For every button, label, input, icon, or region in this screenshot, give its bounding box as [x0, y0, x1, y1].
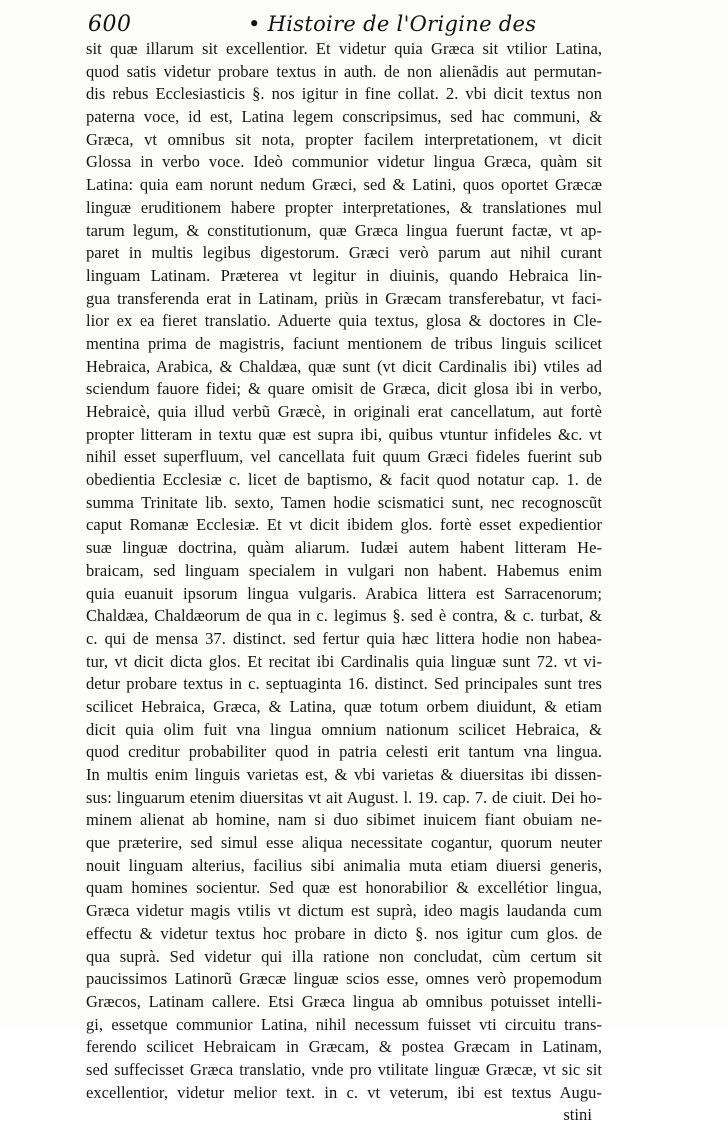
text-line: Græca, vt omnibus sit nota, propter facilem interpretationem, vt dicit: [86, 129, 602, 149]
text-line: mentina prima de magistris, faciunt mentionem de tribus linguis scilicet: [86, 333, 602, 353]
text-line: In multis enim linguis varietas est, & vbi varietas & diuersitas ibi dissen-: [86, 765, 602, 784]
text-line: detur probare textus in c. septuaginta 16. distinct. Sed principales sunt tres: [86, 674, 602, 694]
text-line: Chaldæa, Chaldæorum de qua in c. legimus §. sed è contra, & c. turbat, &: [86, 606, 602, 626]
text-line: Hebraicè, quia illud verbũ Græcè, in originali erat cancellatum, aut fortè: [86, 402, 602, 421]
text-line: braicam, sed linguam specialem in vulgari non habent. Habemus enim: [86, 560, 602, 580]
text-line: dis rebus Ecclesiasticis §. nos igitur in fine collat. 2. vbi dicit textus non: [86, 84, 602, 104]
text-line: dicit quia olim fuit vna lingua omnium nationum scilicet Hebraica, &: [86, 719, 602, 739]
text-line: quod creditur probabiliter quod in patria celesti erit tantum vna lingua.: [86, 742, 602, 762]
text-line: scilicet Hebraica, Græca, & Latina, quæ totum orbem diuidunt, & etiam: [86, 696, 602, 716]
text-line: sit quæ illarum sit excellentior. Et videtur quia Græca sit vtilior Latina,: [86, 39, 602, 58]
text-line: quod satis videtur probare textus in auth. de non alienãdis aut permutan-: [86, 61, 602, 81]
text-line: quia euanuit ipsorum lingua vulgaris. Arabica littera est Sarracenorum;: [86, 583, 602, 603]
text-line: Græcos, Latinam callere. Etsi Græca lingua ab omnibus potuisset intelli-: [86, 991, 602, 1011]
text-line: tarum legum, & constitutionum, quæ Græca lingua fuerunt factæ, vt ap-: [86, 220, 602, 240]
text-line: sus: linguarum etenim diuersitas vt ait August. l. 19. cap. 7. de ciuit. Dei ho-: [86, 787, 602, 807]
text-line: tur, vt dicit dicta glos. Et recitat ibi Cardinalis quia linguæ sunt 72. vt vi-: [86, 651, 602, 671]
page-number: 600: [88, 12, 132, 37]
text-line: lior ex ea fieret translatio. Aduerte quia textus, glosa & doctores in Cle-: [86, 311, 602, 331]
text-line: gua transferenda erat in Latinam, priùs in Græcam transferebatur, vt faci-: [86, 288, 602, 308]
text-line: Græca videtur magis vtilis vt dictum est suprà, ideo magis laudanda cum: [86, 901, 602, 921]
text-line: linguam Latinam. Præterea vt legitur in diuinis, quando Hebraica lin-: [86, 265, 602, 285]
page-header: [88, 8, 608, 42]
text-line: que præterire, sed simul esse aliqua necessitate cogantur, quorum neuter: [86, 833, 602, 853]
text-line: sed suffecisset Græca translatio, vnde pro vtilitate linguæ Græcæ, vt sic sit: [86, 1059, 602, 1079]
text-line: excellentior, videtur melior text. in c. vt veterum, ibi est textus Augu-: [86, 1082, 602, 1102]
text-line: caput Romanæ Ecclesiæ. Et vt dicit ibidem glos. fortè esset expedientior: [86, 515, 602, 535]
text-line: paret in multis legibus digestorum. Græci verò parum aut nihil curant: [86, 243, 602, 263]
running-title: • Histoire de l'Origine des: [248, 12, 537, 36]
text-line: nihil esset superfluum, vel cancellata fuit quum Græci fideles fuerint sub: [86, 447, 602, 467]
text-line: stini: [563, 1105, 592, 1125]
text-line: Hebraica, Arabica, & Chaldæa, quæ sunt (vt dicit Cardinalis ibi) vtiles ad: [86, 356, 602, 376]
text-line: suæ linguæ doctrina, quàm aliarum. Iudæi autem habent litteram He-: [86, 538, 602, 558]
text-line: propter litteram in textu quæ est supra ibi, quibus vtuntur infideles &c. vt: [86, 424, 602, 444]
text-line: summa Trinitate lib. sexto, Tamen hodie scismatici sunt, nec recognoscũt: [86, 492, 602, 512]
text-line: sciendum fauore fidei; & quare omisit de Græca, dicit glosa ibi in verbo,: [86, 379, 602, 399]
text-line: paucissimos Latinorũ Græcæ linguæ scios esse, omnes verò propemodum: [86, 969, 602, 989]
text-line: effectu & videtur textus hoc probare in dicto §. nos igitur cum glos. de: [86, 923, 602, 943]
text-line: minem alienat ab homine, nam si duo sibimet inuicem fiant obuiam ne-: [86, 810, 602, 830]
text-line: obedientia Ecclesiæ c. licet de baptismo, & facit quod notatur cap. 1. de: [86, 470, 602, 490]
text-line: Latina: quia eam norunt nedum Græci, sed & Latini, quos oportet Græcæ: [86, 175, 602, 195]
text-line: ferendo scilicet Hebraicam in Græcam, & postea Græcam in Latinam,: [86, 1037, 602, 1057]
text-line: qua suprà. Sed videtur qui illa ratione non concludat, cùm certum sit: [86, 946, 602, 966]
text-line: Glossa in verbo voce. Ideò communior videtur lingua Græca, quàm sit: [86, 152, 602, 172]
text-line: nouit linguam alterius, facilius sibi animalia muta etiam diuersi generis,: [86, 855, 602, 875]
text-line: quam homines socientur. Sed quæ est honorabilior & excellétior lingua,: [86, 878, 602, 898]
text-line: linguæ eruditionem habere propter interpretationes, & translationes mul: [86, 197, 602, 217]
text-line: c. qui de mensa 37. distinct. sed fertur quia hæc littera hodie non habea-: [86, 628, 602, 648]
text-line: paterna voce, id est, Latina legem conscripsimus, sed hac communi, &: [86, 107, 602, 127]
body-text: [86, 38, 602, 1127]
text-line: gi, essetque communior Latina, nihil necessum fuisset vti circuitu trans-: [86, 1014, 602, 1034]
